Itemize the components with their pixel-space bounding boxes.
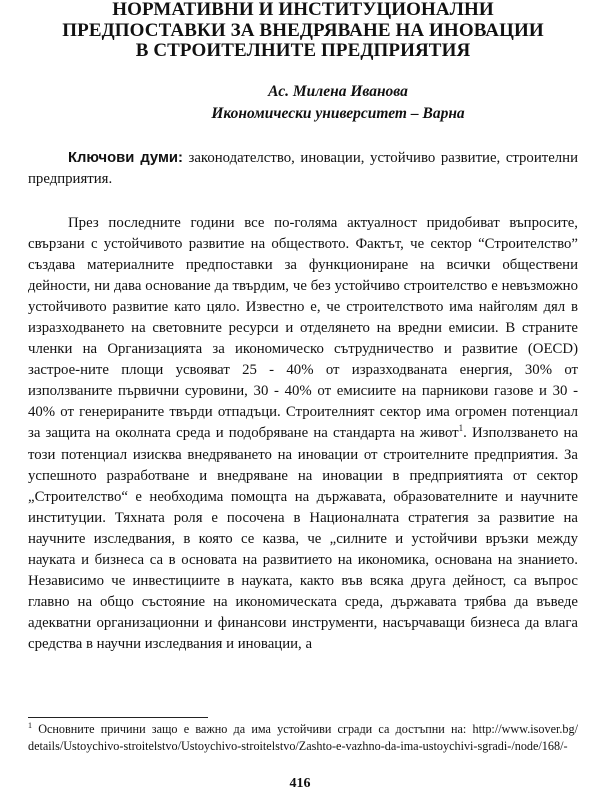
keywords-paragraph [28,148,578,190]
title-line-2: ПРЕДПОСТАВКИ ЗА ВНЕДРЯВАНЕ НА ИНОВАЦИИ [62,19,544,41]
title-line-3: В СТРОИТЕЛНИТЕ ПРЕДПРИЯТИЯ [135,40,471,61]
author-block [28,81,578,125]
footnote [28,721,578,754]
body-text-part-1: През последните години все по-голяма актуалност придобиват въпросите, свързани с устойчивото развитие на обществото. Фактът, че сектор “Строителство” създава материалните предпоставки за функциониране на всички обществени дейности, ни дава основание да твърдим, че без устойчиво строителство е невъзможно устойчивото развитие като цяло. Известно е, че строителството има найголям дял в изразходването на световните ресурси и отделянето на вредни емисии. В страните членки на Организацията за икономическо сътрудничество и развитие (OECD) застрое-ните площи усвояват 25 - 40% от изразходваната енергия, 30% от използваните първични суровини, 30 - 40% от емисиите на парникови газове и 30 - 40% от генерираните твърди отпадъци. Строителният сектор има огромен потенциал за защита на околната среда и подобряване на стандарта на живот [28,214,578,442]
keywords-text: законодателство, иновации, устойчиво развитие, строителни предприятия. [28,149,578,187]
body-text-part-2: . Използването на този потенциал изисква внедряването на иновации от строителните предприятия. За успешното разработване и внедряване на иновации в предприятията от сектор „Строителство“ е необходима помощта на държавата, образователните и научните институции. Тяхната роля е посочена в Националната стратегия за развитие на научните изследвания, в която се казва, че „силните и устойчиви връзки между науката и бизнеса са в основата на развитието на икономика, основана на знанието. Независимо че инвестициите в науката, както във всяка друга дейност, са въпрос главно на общо състояние на икономическата среда, държавата трябва да въведе адекватни организационни и финансови инструменти, насърчаващи бизнеса да влага средства в научни изследвания и иновации, а [28,425,578,653]
author-name: Ас. Милена Иванова [268,82,408,100]
footnote-mark: 1 [28,720,32,730]
paper-title [28,0,578,62]
keywords-label: Ключови думи: [68,149,183,166]
title-line-1: НОРМАТИВНИ И ИНСТИТУЦИОНАЛНИ [112,0,494,20]
footnote-text: Основните причини защо е важно да има устойчиви сгради са достъпни на: http://www.isover.bg/ details/Ustoychivo-stroitelstvo/Ustoychivo-stroitelstvo/Zashto-e-vazhno-da-ima-ustoychivi-sgradi-/node/168/- [28,722,578,753]
body-paragraph [28,213,578,656]
author-affiliation: Икономически университет – Варна [211,104,465,122]
footnote-divider [28,717,208,718]
footnote-reference: 1 [458,423,464,434]
page-number: 416 [289,776,311,791]
